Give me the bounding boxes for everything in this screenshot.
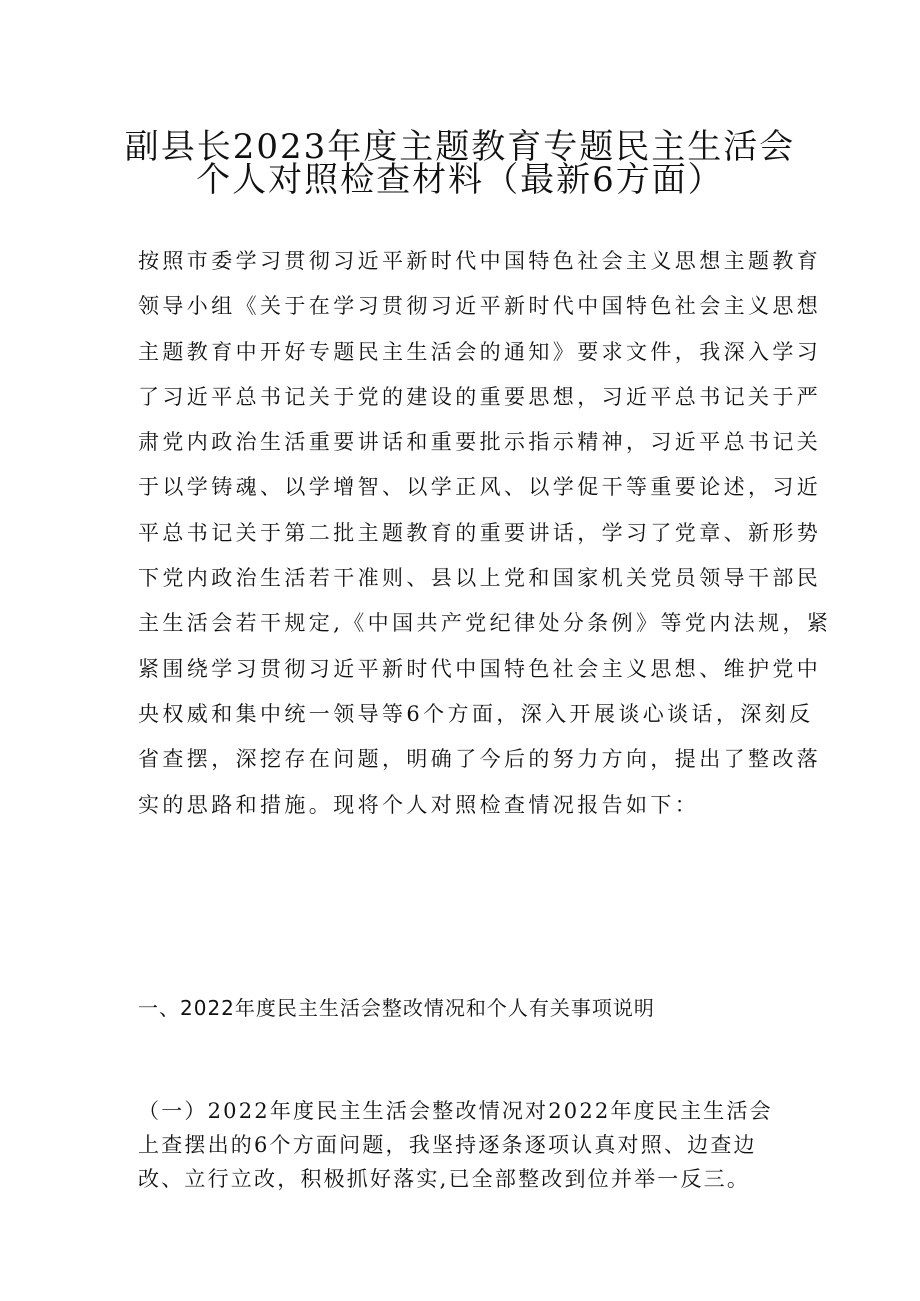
intro-line: 实的思路和措施。现将个人对照检查情况报告如下： [138,792,700,817]
intro-line: 央权威和集中统一领导等6个方面，深入开展谈心谈话，深刻反 [138,701,814,726]
document-title-line-2: 个人对照检查材料（最新6方面） [196,160,724,200]
intro-line: 紧围绕学习贯彻习近平新时代中国特色社会主义思想、维护党中 [138,656,822,681]
intro-line: 下党内政治生活若干准则、县以上党和国家机关党员领导干部民 [138,566,822,591]
section-heading: 一、2022年度民主生活会整改情况和个人有关事项说明 [138,996,655,1020]
intro-paragraph [138,239,832,828]
intro-line: 肃党内政治生活重要讲话和重要批示指示精神，习近平总书记关 [138,430,822,455]
intro-line: 平总书记关于第二批主题教育的重要讲话，学习了党章、新形势 [138,520,822,545]
subsection-paragraph [138,1094,798,1196]
intro-line: 领导小组《关于在学习贯彻习近平新时代中国特色社会主义思想 [138,294,822,319]
subsection-line: 改、立行立改，积极抓好落实,已全部整改到位并举一反三。 [138,1167,751,1191]
subsection-line: 上查摆出的6个方面问题，我坚持逐条逐项认真对照、边查边 [138,1133,757,1157]
intro-line: 于以学铸魂、以学增智、以学正风、以学促干等重要论述，习近 [138,475,822,500]
intro-line: 了习近平总书记关于党的建设的重要思想，习近平总书记关于严 [138,384,822,409]
subsection-line: （一）2022年度民主生活会整改情况对2022年度民主生活会 [138,1099,773,1123]
intro-line: 主题教育中开好专题民主生活会的通知》要求文件，我深入学习 [138,339,822,364]
intro-line: 省查摆，深挖存在问题，明确了今后的努力方向，提出了整改落 [138,747,822,772]
document-title-line-1: 副县长2023年度主题教育专题民主生活会 [124,127,796,167]
intro-line: 按照市委学习贯彻习近平新时代中国特色社会主义思想主题教育 [138,249,822,273]
intro-line: 主生活会若干规定,《中国共产党纪律处分条例》等党内法规，紧 [138,611,832,636]
